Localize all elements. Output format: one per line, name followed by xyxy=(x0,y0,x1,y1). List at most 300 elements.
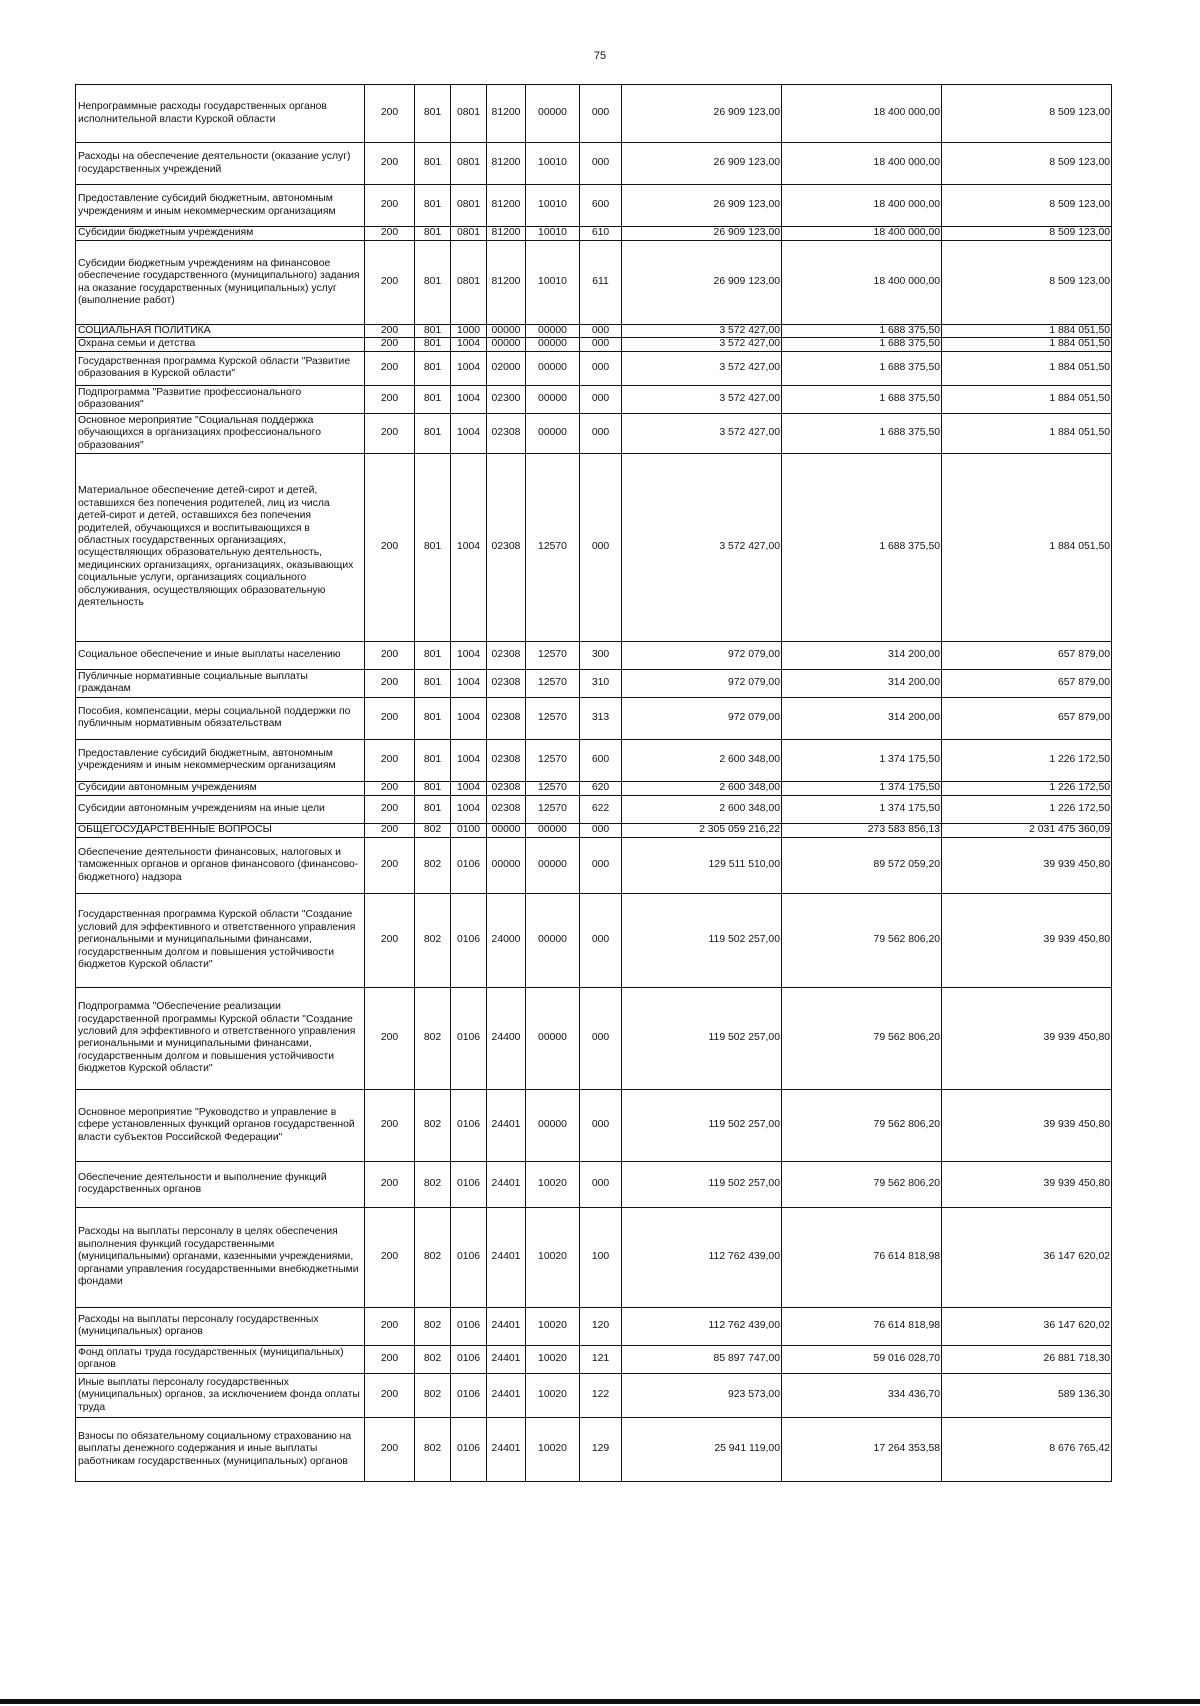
row-amount-a: 79 562 806,20 xyxy=(782,893,942,987)
row-code-program: 02308 xyxy=(487,669,526,697)
table-row xyxy=(76,325,1112,338)
row-amount-total: 972 079,00 xyxy=(622,669,782,697)
row-code-section: 801 xyxy=(415,227,451,241)
row-code-expense-type: 121 xyxy=(580,1345,622,1373)
row-code-grbs: 200 xyxy=(365,987,415,1089)
row-amount-a: 79 562 806,20 xyxy=(782,1161,942,1207)
row-code-expense-type: 000 xyxy=(580,351,622,385)
row-code-program: 24000 xyxy=(487,893,526,987)
row-code-subsection: 0801 xyxy=(451,241,487,325)
row-code-section: 801 xyxy=(415,697,451,739)
row-amount-b: 1 884 051,50 xyxy=(942,351,1112,385)
row-code-program: 81200 xyxy=(487,241,526,325)
row-code-section: 801 xyxy=(415,641,451,669)
row-code-subsection: 0106 xyxy=(451,1417,487,1481)
row-amount-total: 3 572 427,00 xyxy=(622,453,782,641)
row-name: Взносы по обязательному социальному страхованию на выплаты денежного содержания и иные выплаты работникам государственных (муниципальных) органов xyxy=(76,1417,365,1481)
row-code-grbs: 200 xyxy=(365,893,415,987)
row-name: Расходы на выплаты персоналу государственных (муниципальных) органов xyxy=(76,1307,365,1345)
row-code-program: 00000 xyxy=(487,338,526,351)
row-amount-a: 1 374 175,50 xyxy=(782,795,942,823)
row-code-expense-type: 622 xyxy=(580,795,622,823)
row-code-subsection: 1004 xyxy=(451,739,487,781)
row-amount-a: 314 200,00 xyxy=(782,669,942,697)
row-code-direction: 00000 xyxy=(526,837,580,893)
row-code-section: 802 xyxy=(415,1207,451,1307)
row-amount-total: 2 600 348,00 xyxy=(622,781,782,795)
row-code-direction: 10020 xyxy=(526,1161,580,1207)
row-code-section: 801 xyxy=(415,739,451,781)
row-code-expense-type: 000 xyxy=(580,893,622,987)
row-amount-a: 1 688 375,50 xyxy=(782,351,942,385)
row-code-program: 02308 xyxy=(487,697,526,739)
row-amount-b: 589 136,30 xyxy=(942,1373,1112,1417)
row-amount-b: 39 939 450,80 xyxy=(942,1161,1112,1207)
table-row xyxy=(76,837,1112,893)
table-row xyxy=(76,1161,1112,1207)
row-code-grbs: 200 xyxy=(365,413,415,453)
row-code-section: 801 xyxy=(415,795,451,823)
row-amount-b: 39 939 450,80 xyxy=(942,837,1112,893)
row-amount-total: 129 511 510,00 xyxy=(622,837,782,893)
row-code-program: 02308 xyxy=(487,781,526,795)
row-amount-total: 119 502 257,00 xyxy=(622,1089,782,1161)
row-code-subsection: 1004 xyxy=(451,351,487,385)
row-code-expense-type: 000 xyxy=(580,85,622,143)
row-code-program: 02308 xyxy=(487,453,526,641)
row-code-subsection: 0801 xyxy=(451,85,487,143)
row-code-grbs: 200 xyxy=(365,1345,415,1373)
row-code-direction: 12570 xyxy=(526,669,580,697)
row-name: Обеспечение деятельности и выполнение функций государственных органов xyxy=(76,1161,365,1207)
row-name: Государственная программа Курской области "Развитие образования в Курской области" xyxy=(76,351,365,385)
table-row xyxy=(76,1373,1112,1417)
row-code-section: 801 xyxy=(415,143,451,185)
row-code-expense-type: 313 xyxy=(580,697,622,739)
row-amount-total: 2 305 059 216,22 xyxy=(622,823,782,837)
table-row xyxy=(76,641,1112,669)
row-code-grbs: 200 xyxy=(365,325,415,338)
row-amount-b: 8 676 765,42 xyxy=(942,1417,1112,1481)
row-name: Социальное обеспечение и иные выплаты населению xyxy=(76,641,365,669)
row-amount-a: 18 400 000,00 xyxy=(782,241,942,325)
table-row xyxy=(76,413,1112,453)
row-amount-b: 2 031 475 360,09 xyxy=(942,823,1112,837)
table-row xyxy=(76,143,1112,185)
row-code-grbs: 200 xyxy=(365,739,415,781)
row-code-section: 802 xyxy=(415,837,451,893)
row-amount-a: 1 374 175,50 xyxy=(782,781,942,795)
row-code-subsection: 1004 xyxy=(451,453,487,641)
row-code-direction: 00000 xyxy=(526,413,580,453)
row-amount-total: 112 762 439,00 xyxy=(622,1207,782,1307)
table-row xyxy=(76,781,1112,795)
row-amount-a: 18 400 000,00 xyxy=(782,227,942,241)
row-code-direction: 10020 xyxy=(526,1207,580,1307)
row-amount-total: 2 600 348,00 xyxy=(622,795,782,823)
row-amount-b: 8 509 123,00 xyxy=(942,241,1112,325)
row-code-program: 02308 xyxy=(487,795,526,823)
row-code-section: 801 xyxy=(415,85,451,143)
row-code-section: 802 xyxy=(415,1307,451,1345)
table-row xyxy=(76,1345,1112,1373)
row-code-section: 802 xyxy=(415,1161,451,1207)
row-code-direction: 12570 xyxy=(526,795,580,823)
row-amount-total: 3 572 427,00 xyxy=(622,413,782,453)
row-code-grbs: 200 xyxy=(365,1417,415,1481)
row-amount-b: 26 881 718,30 xyxy=(942,1345,1112,1373)
row-code-direction: 00000 xyxy=(526,987,580,1089)
row-code-subsection: 0106 xyxy=(451,1207,487,1307)
row-code-section: 802 xyxy=(415,1089,451,1161)
row-amount-total: 26 909 123,00 xyxy=(622,185,782,227)
row-code-direction: 00000 xyxy=(526,385,580,413)
row-code-grbs: 200 xyxy=(365,669,415,697)
row-code-grbs: 200 xyxy=(365,1307,415,1345)
row-code-section: 801 xyxy=(415,781,451,795)
row-amount-a: 334 436,70 xyxy=(782,1373,942,1417)
row-name: Субсидии бюджетным учреждениям на финансовое обеспечение государственного (муниципального) задания на оказание государственных (муниципальных) услуг (выполнение работ) xyxy=(76,241,365,325)
table-row xyxy=(76,385,1112,413)
table-row xyxy=(76,795,1112,823)
row-amount-a: 1 688 375,50 xyxy=(782,413,942,453)
row-amount-a: 18 400 000,00 xyxy=(782,85,942,143)
row-code-grbs: 200 xyxy=(365,823,415,837)
row-code-direction: 10010 xyxy=(526,185,580,227)
row-name: Подпрограмма "Развитие профессионального образования" xyxy=(76,385,365,413)
row-name: Пособия, компенсации, меры социальной поддержки по публичным нормативным обязательствам xyxy=(76,697,365,739)
row-amount-a: 79 562 806,20 xyxy=(782,1089,942,1161)
row-name: Охрана семьи и детства xyxy=(76,338,365,351)
row-code-program: 24401 xyxy=(487,1089,526,1161)
row-name: Материальное обеспечение детей-сирот и детей, оставшихся без попечения родителей, лиц из числа детей-сирот и детей, оставшихся без попечения родителей, обучающихся и воспитывающихся в областных государственных организациях, осуществляющих образовательную деятельность, медицинских организациях, организациях, оказывающих социальные услуги, организациях социального обслуживания, осуществляющих образовательную деятельность xyxy=(76,453,365,641)
row-amount-a: 1 374 175,50 xyxy=(782,739,942,781)
row-code-section: 801 xyxy=(415,385,451,413)
row-code-program: 81200 xyxy=(487,143,526,185)
row-code-program: 24401 xyxy=(487,1161,526,1207)
row-code-program: 24401 xyxy=(487,1307,526,1345)
row-code-grbs: 200 xyxy=(365,795,415,823)
row-name: Фонд оплаты труда государственных (муниципальных) органов xyxy=(76,1345,365,1373)
row-name: Обеспечение деятельности финансовых, налоговых и таможенных органов и органов финансового (финансово-бюджетного) надзора xyxy=(76,837,365,893)
row-name: Публичные нормативные социальные выплаты гражданам xyxy=(76,669,365,697)
row-name: Предоставление субсидий бюджетным, автономным учреждениям и иным некоммерческим организациям xyxy=(76,739,365,781)
row-code-subsection: 0801 xyxy=(451,227,487,241)
row-code-direction: 00000 xyxy=(526,85,580,143)
row-code-expense-type: 000 xyxy=(580,143,622,185)
row-amount-total: 26 909 123,00 xyxy=(622,241,782,325)
row-code-subsection: 0106 xyxy=(451,837,487,893)
row-name: Подпрограмма "Обеспечение реализации государственной программы Курской области "Создание условий для эффективного и ответственного управления региональными и муниципальными финансами, государственным долгом и повышения устойчивости бюджетов Курской области" xyxy=(76,987,365,1089)
table-row xyxy=(76,351,1112,385)
row-code-section: 802 xyxy=(415,823,451,837)
row-amount-b: 36 147 620,02 xyxy=(942,1207,1112,1307)
row-code-direction: 10020 xyxy=(526,1307,580,1345)
row-code-section: 802 xyxy=(415,1345,451,1373)
table-row xyxy=(76,453,1112,641)
row-amount-a: 314 200,00 xyxy=(782,641,942,669)
row-code-section: 801 xyxy=(415,669,451,697)
row-amount-total: 3 572 427,00 xyxy=(622,325,782,338)
row-code-section: 801 xyxy=(415,453,451,641)
row-amount-b: 1 884 051,50 xyxy=(942,413,1112,453)
row-code-direction: 10020 xyxy=(526,1345,580,1373)
row-code-program: 24401 xyxy=(487,1345,526,1373)
row-code-grbs: 200 xyxy=(365,85,415,143)
row-code-direction: 00000 xyxy=(526,325,580,338)
row-amount-total: 2 600 348,00 xyxy=(622,739,782,781)
row-amount-b: 1 226 172,50 xyxy=(942,795,1112,823)
row-code-expense-type: 122 xyxy=(580,1373,622,1417)
row-code-subsection: 0106 xyxy=(451,1089,487,1161)
row-code-subsection: 1004 xyxy=(451,641,487,669)
row-amount-b: 657 879,00 xyxy=(942,669,1112,697)
row-code-grbs: 200 xyxy=(365,143,415,185)
row-amount-total: 972 079,00 xyxy=(622,641,782,669)
table-row xyxy=(76,893,1112,987)
row-amount-total: 3 572 427,00 xyxy=(622,338,782,351)
row-code-section: 801 xyxy=(415,185,451,227)
row-amount-a: 59 016 028,70 xyxy=(782,1345,942,1373)
row-code-grbs: 200 xyxy=(365,1207,415,1307)
row-code-program: 02300 xyxy=(487,385,526,413)
row-code-grbs: 200 xyxy=(365,241,415,325)
row-amount-a: 314 200,00 xyxy=(782,697,942,739)
row-amount-a: 76 614 818,98 xyxy=(782,1207,942,1307)
row-code-subsection: 0106 xyxy=(451,1307,487,1345)
row-code-expense-type: 611 xyxy=(580,241,622,325)
row-code-grbs: 200 xyxy=(365,1373,415,1417)
row-code-subsection: 1004 xyxy=(451,413,487,453)
row-amount-a: 1 688 375,50 xyxy=(782,453,942,641)
row-code-program: 81200 xyxy=(487,227,526,241)
table-row xyxy=(76,697,1112,739)
row-amount-a: 1 688 375,50 xyxy=(782,338,942,351)
row-code-program: 02308 xyxy=(487,641,526,669)
row-name: Расходы на обеспечение деятельности (оказание услуг) государственных учреждений xyxy=(76,143,365,185)
row-code-grbs: 200 xyxy=(365,837,415,893)
row-code-program: 81200 xyxy=(487,185,526,227)
row-code-grbs: 200 xyxy=(365,453,415,641)
row-amount-total: 26 909 123,00 xyxy=(622,85,782,143)
row-name: Субсидии автономным учреждениям на иные цели xyxy=(76,795,365,823)
row-code-expense-type: 100 xyxy=(580,1207,622,1307)
row-amount-b: 8 509 123,00 xyxy=(942,185,1112,227)
row-code-subsection: 1004 xyxy=(451,338,487,351)
row-code-program: 81200 xyxy=(487,85,526,143)
row-code-subsection: 1004 xyxy=(451,795,487,823)
row-code-grbs: 200 xyxy=(365,385,415,413)
row-code-expense-type: 620 xyxy=(580,781,622,795)
row-code-section: 801 xyxy=(415,325,451,338)
row-code-section: 801 xyxy=(415,338,451,351)
row-code-grbs: 200 xyxy=(365,338,415,351)
row-amount-b: 1 226 172,50 xyxy=(942,781,1112,795)
row-amount-a: 1 688 375,50 xyxy=(782,325,942,338)
row-code-direction: 00000 xyxy=(526,1089,580,1161)
row-amount-b: 1 884 051,50 xyxy=(942,325,1112,338)
table-row xyxy=(76,338,1112,351)
row-name: Расходы на выплаты персоналу в целях обеспечения выполнения функций государственными (муниципальными) органами, казенными учреждениями, органами управления государственными внебюджетными фондами xyxy=(76,1207,365,1307)
row-code-direction: 10010 xyxy=(526,143,580,185)
row-amount-a: 79 562 806,20 xyxy=(782,987,942,1089)
row-code-direction: 00000 xyxy=(526,338,580,351)
row-code-subsection: 1004 xyxy=(451,781,487,795)
row-code-expense-type: 000 xyxy=(580,413,622,453)
row-code-section: 802 xyxy=(415,1417,451,1481)
row-amount-b: 39 939 450,80 xyxy=(942,1089,1112,1161)
row-code-section: 802 xyxy=(415,987,451,1089)
row-code-subsection: 0106 xyxy=(451,1161,487,1207)
row-amount-b: 1 226 172,50 xyxy=(942,739,1112,781)
row-code-expense-type: 000 xyxy=(580,987,622,1089)
row-code-program: 02308 xyxy=(487,739,526,781)
row-amount-total: 119 502 257,00 xyxy=(622,893,782,987)
row-code-expense-type: 310 xyxy=(580,669,622,697)
row-amount-b: 39 939 450,80 xyxy=(942,893,1112,987)
row-amount-a: 89 572 059,20 xyxy=(782,837,942,893)
row-code-subsection: 1004 xyxy=(451,669,487,697)
row-code-subsection: 0106 xyxy=(451,1373,487,1417)
row-code-direction: 10010 xyxy=(526,227,580,241)
row-code-direction: 12570 xyxy=(526,697,580,739)
row-amount-b: 36 147 620,02 xyxy=(942,1307,1112,1345)
row-code-direction: 12570 xyxy=(526,641,580,669)
row-code-direction: 00000 xyxy=(526,893,580,987)
row-code-section: 801 xyxy=(415,241,451,325)
row-code-expense-type: 000 xyxy=(580,1161,622,1207)
row-code-section: 801 xyxy=(415,413,451,453)
row-amount-b: 8 509 123,00 xyxy=(942,227,1112,241)
row-code-program: 24401 xyxy=(487,1417,526,1481)
row-code-program: 00000 xyxy=(487,823,526,837)
row-code-expense-type: 000 xyxy=(580,823,622,837)
row-name: Предоставление субсидий бюджетным, автономным учреждениям и иным некоммерческим организациям xyxy=(76,185,365,227)
row-name: ОБЩЕГОСУДАРСТВЕННЫЕ ВОПРОСЫ xyxy=(76,823,365,837)
row-code-subsection: 0100 xyxy=(451,823,487,837)
row-amount-a: 76 614 818,98 xyxy=(782,1307,942,1345)
row-code-subsection: 0106 xyxy=(451,893,487,987)
row-code-subsection: 0106 xyxy=(451,1345,487,1373)
table-row xyxy=(76,1417,1112,1481)
table-row xyxy=(76,823,1112,837)
row-code-subsection: 1004 xyxy=(451,385,487,413)
row-amount-b: 39 939 450,80 xyxy=(942,987,1112,1089)
row-code-program: 24400 xyxy=(487,987,526,1089)
row-name: СОЦИАЛЬНАЯ ПОЛИТИКА xyxy=(76,325,365,338)
row-amount-total: 3 572 427,00 xyxy=(622,385,782,413)
row-code-subsection: 0801 xyxy=(451,185,487,227)
table-row xyxy=(76,227,1112,241)
row-name: Основное мероприятие "Руководство и управление в сфере установленных функций органов государственной власти субъектов Российской Федерации" xyxy=(76,1089,365,1161)
row-code-direction: 10010 xyxy=(526,241,580,325)
row-code-section: 802 xyxy=(415,893,451,987)
row-amount-total: 26 909 123,00 xyxy=(622,227,782,241)
row-code-expense-type: 600 xyxy=(580,185,622,227)
row-code-direction: 00000 xyxy=(526,823,580,837)
row-amount-b: 8 509 123,00 xyxy=(942,85,1112,143)
row-code-grbs: 200 xyxy=(365,1089,415,1161)
row-code-subsection: 0801 xyxy=(451,143,487,185)
table-row xyxy=(76,987,1112,1089)
row-code-expense-type: 000 xyxy=(580,453,622,641)
row-code-program: 00000 xyxy=(487,325,526,338)
row-code-section: 801 xyxy=(415,351,451,385)
row-amount-total: 119 502 257,00 xyxy=(622,987,782,1089)
table-row xyxy=(76,185,1112,227)
row-code-direction: 12570 xyxy=(526,781,580,795)
row-code-grbs: 200 xyxy=(365,1161,415,1207)
table-row xyxy=(76,85,1112,143)
row-amount-a: 1 688 375,50 xyxy=(782,385,942,413)
row-amount-b: 8 509 123,00 xyxy=(942,143,1112,185)
table-row xyxy=(76,669,1112,697)
row-name: Иные выплаты персоналу государственных (муниципальных) органов, за исключением фонда оплаты труда xyxy=(76,1373,365,1417)
row-amount-a: 273 583 856,13 xyxy=(782,823,942,837)
row-amount-total: 26 909 123,00 xyxy=(622,143,782,185)
row-amount-b: 657 879,00 xyxy=(942,697,1112,739)
row-code-direction: 12570 xyxy=(526,739,580,781)
row-amount-b: 1 884 051,50 xyxy=(942,338,1112,351)
row-amount-b: 657 879,00 xyxy=(942,641,1112,669)
row-amount-total: 923 573,00 xyxy=(622,1373,782,1417)
row-code-grbs: 200 xyxy=(365,697,415,739)
row-code-direction: 10020 xyxy=(526,1373,580,1417)
row-code-grbs: 200 xyxy=(365,641,415,669)
budget-table xyxy=(75,84,1112,1482)
row-amount-a: 17 264 353,58 xyxy=(782,1417,942,1481)
row-code-program: 00000 xyxy=(487,837,526,893)
row-amount-total: 119 502 257,00 xyxy=(622,1161,782,1207)
row-code-direction: 00000 xyxy=(526,351,580,385)
row-code-program: 02308 xyxy=(487,413,526,453)
row-amount-b: 1 884 051,50 xyxy=(942,385,1112,413)
row-amount-total: 85 897 747,00 xyxy=(622,1345,782,1373)
row-code-subsection: 1004 xyxy=(451,697,487,739)
row-code-expense-type: 610 xyxy=(580,227,622,241)
row-code-expense-type: 600 xyxy=(580,739,622,781)
row-code-program: 02000 xyxy=(487,351,526,385)
row-name: Государственная программа Курской области "Создание условий для эффективного и ответственного управления региональными и муниципальными финансами, государственным долгом и повышения устойчивости бюджетов Курской области" xyxy=(76,893,365,987)
row-code-grbs: 200 xyxy=(365,185,415,227)
row-code-expense-type: 000 xyxy=(580,338,622,351)
table-row xyxy=(76,1089,1112,1161)
row-name: Непрограммные расходы государственных органов исполнительной власти Курской области xyxy=(76,85,365,143)
row-code-expense-type: 000 xyxy=(580,837,622,893)
row-name: Субсидии автономным учреждениям xyxy=(76,781,365,795)
table-row xyxy=(76,241,1112,325)
row-code-expense-type: 000 xyxy=(580,325,622,338)
row-amount-total: 3 572 427,00 xyxy=(622,351,782,385)
row-amount-total: 972 079,00 xyxy=(622,697,782,739)
row-name: Основное мероприятие "Социальная поддержка обучающихся в организациях профессионального образования" xyxy=(76,413,365,453)
table-row xyxy=(76,1307,1112,1345)
row-code-subsection: 0106 xyxy=(451,987,487,1089)
row-code-expense-type: 000 xyxy=(580,385,622,413)
table-row xyxy=(76,1207,1112,1307)
row-code-grbs: 200 xyxy=(365,781,415,795)
row-code-direction: 12570 xyxy=(526,453,580,641)
row-code-grbs: 200 xyxy=(365,227,415,241)
row-name: Субсидии бюджетным учреждениям xyxy=(76,227,365,241)
row-code-expense-type: 300 xyxy=(580,641,622,669)
row-code-expense-type: 129 xyxy=(580,1417,622,1481)
row-code-direction: 10020 xyxy=(526,1417,580,1481)
row-code-expense-type: 120 xyxy=(580,1307,622,1345)
row-code-section: 802 xyxy=(415,1373,451,1417)
row-code-program: 24401 xyxy=(487,1373,526,1417)
row-amount-total: 25 941 119,00 xyxy=(622,1417,782,1481)
